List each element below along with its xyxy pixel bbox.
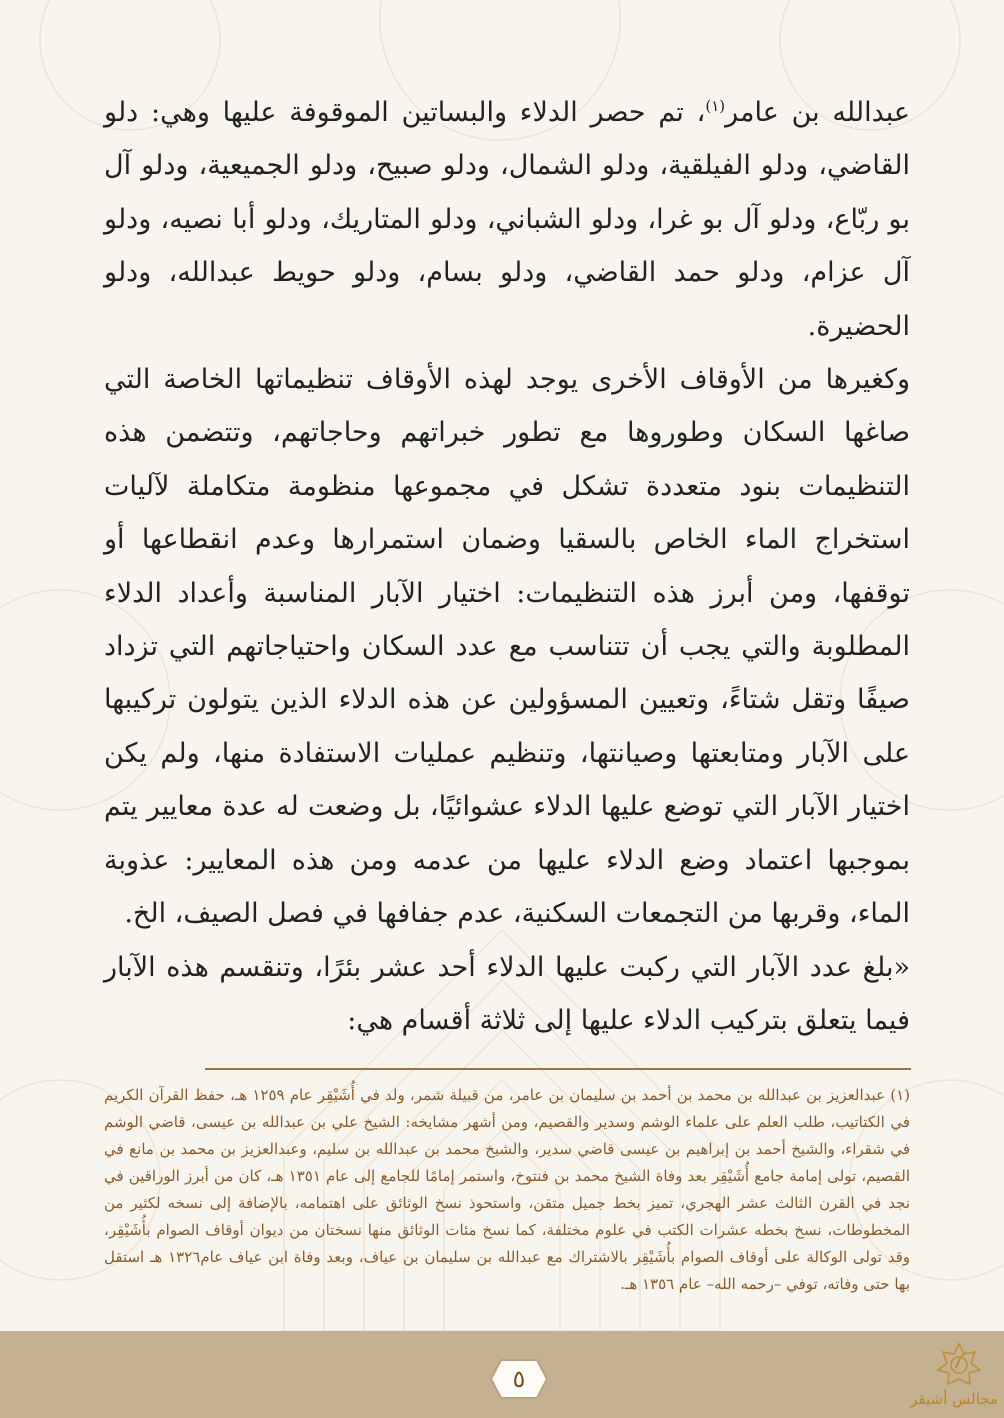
paragraph-3: «بلغ عدد الآبار التي ركبت عليها الدلاء أحد عشر بئرًا، وتنقسم هذه الآبار فيما يتعلق بتركيب الدلاء عليها إلى ثلاثة أقسام هي: bbox=[104, 951, 910, 1036]
main-text bbox=[104, 86, 910, 1047]
footnote-divider bbox=[205, 1068, 911, 1070]
paragraph-1 bbox=[104, 86, 910, 353]
page-number: ٥ bbox=[512, 1365, 526, 1393]
paragraph-2: وكغيرها من الأوقاف الأخرى يوجد لهذه الأوقاف تنظيماتها الخاصة التي صاغها السكان وطوروها مع تطور خبراتهم وحاجاتهم، وتتضمن هذه التنظيمات بنود متعددة تشكل في مجموعها منظومة متكاملة لآليات استخراج الماء الخاص بالسقيا وضمان استمرارها وعدم انقطاعها أو توقفها، ومن أبرز هذه التنظيمات: اختيار الآبار المناسبة وأعداد الدلاء المطلوبة والتي يجب أن تتناسب مع عدد السكان واحتياجاتهم التي تزداد صيفًا وتقل شتاءً، وتعيين المسؤولين عن هذه الدلاء الذين يتولون تركيبها على الآبار ومتابعتها وصيانتها، وتنظيم عمليات الاستفادة منها، ولم يكن اختيار الآبار التي توضع عليها الدلاء عشوائيًا، بل وضعت له عدة معايير يتم بموجبها اعتماد وضع الدلاء عليها من عدمه ومن هذه المعايير: عذوبة الماء، وقربها من التجمعات السكنية، عدم جفافها في فصل الصيف، الخ. bbox=[104, 364, 910, 930]
footnote-1: (١) عبدالعزيز بن عبدالله بن محمد بن أحمد بن سليمان بن عامر، من قبيلة شمر، ولد في أُشَيْقِر عام ١٢٥٩ هـ، حفظ القرآن الكريم في الكتاتيب، طلب العلم على علماء الوشم وسدير والقصيم، ومن أشهر مشايخه: الشيخ علي بن عبدالله بن عيسى، قاضي الوشم في شقراء، والشيخ أحمد بن إبراهيم بن عيسى قاضي سدير، والشيخ محمد بن عبدالله بن سليم، وعبدالعزيز بن محمد بن مانع في القصيم، تولى إمامة جامع أُشَيْقِر بعد وفاة الشيخ محمد بن فنتوخ، واستمر إمامًا للجامع إلى عام ١٣٥١ هـ، كان من أبرز الوراقين في نجد في القرن الثالث عشر الهجري، تميز بخط جميل متقن، واستحوذ نسخ الوثائق على اهتمامه، بالإضافة إلى نسخه لكثير من المخطوطات، نسخ بخطه عشرات الكتب في علوم مختلفة، كما نسخ مئات الوثائق منها نسختان من ديوان أوقاف الصوام بأُشَيْقِر، وقد تولى الوكالة على أوقاف الصوام بأُشَيْقِر بالاشتراك مع عبدالله بن سليمان بن عياف، وبعد وفاة ابن عياف عام١٣٢٦ هـ استقل بها حتى وفاته، توفي –رحمه الله– عام ١٣٥٦ هـ. bbox=[104, 1086, 910, 1293]
page-number-badge bbox=[489, 1357, 549, 1401]
brand-logo bbox=[910, 1340, 998, 1416]
footnotes bbox=[104, 1082, 910, 1298]
footnote-reference[interactable]: (١) bbox=[705, 97, 726, 115]
paragraph-1-rest: ، تم حصر الدلاء والبساتين الموقوفة عليها وهي: دلو القاضي، ودلو الفيلقية، ودلو الشمال، ودلو صبيح، ودلو الجميعية، ودلو آل بو ربّاع، ودلو آل بو غرا، ودلو الشباني، ودلو المتاريك، ودلو أبا نصيه، ودلو آل عزام، ودلو حمد القاضي، ودلو بسام، ودلو حويط عبدالله، ودلو الحضيرة. bbox=[104, 97, 910, 342]
majalis-ushaiqer-logo-icon bbox=[920, 1340, 998, 1390]
paragraph-1-start: عبدالله بن عامر bbox=[725, 97, 910, 128]
logo-text: مجالس أشيقر bbox=[910, 1390, 998, 1408]
